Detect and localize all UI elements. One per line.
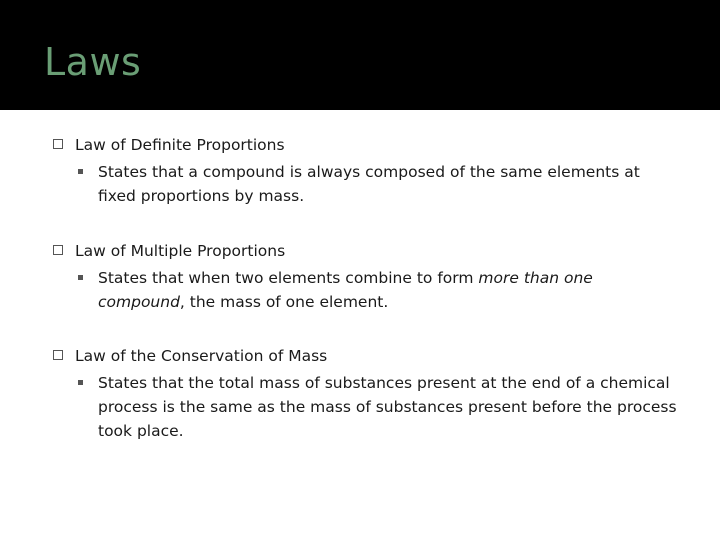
small-square-bullet-icon bbox=[78, 169, 83, 174]
bullet-heading bbox=[50, 344, 690, 368]
bullet-heading bbox=[50, 239, 690, 263]
slide-title: Laws bbox=[44, 40, 142, 84]
bullet-detail bbox=[98, 371, 680, 443]
heading-text: Law of Definite Proportions bbox=[75, 136, 285, 154]
list-item bbox=[50, 239, 690, 314]
heading-text: Law of Multiple Proportions bbox=[75, 242, 286, 260]
square-bullet-icon bbox=[53, 139, 63, 149]
bullet-detail bbox=[98, 266, 680, 314]
detail-text-end: , the mass of one element. bbox=[179, 293, 389, 311]
heading-text: Law of the Conservation of Mass bbox=[75, 347, 328, 365]
square-bullet-icon bbox=[53, 245, 63, 255]
bullet-heading bbox=[50, 133, 690, 157]
bullet-detail bbox=[98, 160, 680, 208]
list-item bbox=[50, 344, 690, 443]
small-square-bullet-icon bbox=[78, 380, 83, 385]
detail-text: States that the total mass of substances present at the end of a chemical process is the same as the mass of substances present before the process took place. bbox=[98, 374, 677, 440]
detail-text: States that a compound is always composed of the same elements at fixed proportions by mass. bbox=[98, 163, 640, 205]
detail-text-start: States that when two elements combine to form bbox=[98, 269, 479, 287]
detail-text-italic: more than one compound bbox=[98, 269, 593, 311]
small-square-bullet-icon bbox=[78, 275, 83, 280]
list-item bbox=[50, 133, 690, 208]
square-bullet-icon bbox=[53, 350, 63, 360]
